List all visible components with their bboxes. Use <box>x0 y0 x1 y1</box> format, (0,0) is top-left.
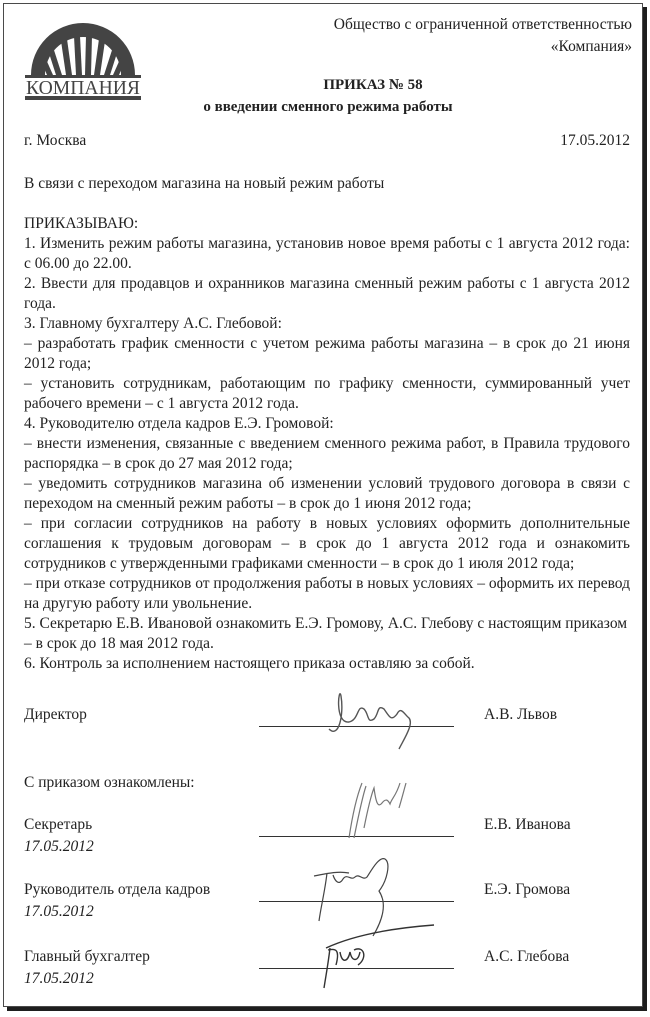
place-date-row <box>24 132 630 150</box>
signer-name: Е.Э. Громова <box>484 881 571 898</box>
signer-position: Главный бухгалтер <box>24 948 150 965</box>
signer-name: Е.В. Иванова <box>484 816 571 833</box>
order-item: – разработать график сменности с учетом режима работы магазина – в срок до 21 июня 2012 года; <box>24 335 630 372</box>
logo-text: КОМПАНИЯ <box>26 77 140 99</box>
order-item: 5. Секретарю Е.В. Ивановой ознакомить Е.Э. Громову, А.С. Глебову с настоящим приказом <box>24 615 628 632</box>
order-item: – при отказе сотрудников от продолжения работы в новых условиях – оформить их перевод на другую работу или увольнение. <box>24 575 630 612</box>
order-item: 6. Контроль за исполнением настоящего приказа оставляю за собой. <box>24 655 475 672</box>
signer-name: А.В. Львов <box>484 706 558 723</box>
order-item: – в срок до 18 мая 2012 года. <box>24 635 214 652</box>
order-item: 1. Изменить режим работы магазина, установив новое время работы с 1 августа 2012 года: с 06.00 до 22.00. <box>24 235 630 272</box>
organization-name <box>334 14 632 58</box>
sign-date: 17.05.2012 <box>24 970 94 987</box>
signer-position: Директор <box>24 706 87 723</box>
ack-signature-row <box>24 881 630 925</box>
order-item: – уведомить сотрудников магазина об изменении условий трудового договора в связи с переходом на сменный режим работы – в срок до 1 июня 2012 года; <box>24 475 630 512</box>
preamble: В связи с переходом магазина на новый режим работы <box>24 175 385 192</box>
acknowledged-label: С приказом ознакомлены: <box>24 774 195 791</box>
document-title <box>4 74 642 118</box>
document-date: 17.05.2012 <box>560 132 630 149</box>
signer-position: Секретарь <box>24 816 93 833</box>
signature-icon <box>344 778 424 848</box>
order-item: – внести изменения, связанные с введением сменного режима работ, в Правила трудового распорядка – в срок до 27 мая 2012 года; <box>24 435 630 472</box>
order-body <box>24 174 630 674</box>
sign-date: 17.05.2012 <box>24 903 94 920</box>
order-number: ПРИКАЗ № 58 <box>323 77 423 93</box>
order-word: ПРИКАЗЫВАЮ: <box>24 215 139 232</box>
order-item: 4. Руководителю отдела кадров Е.Э. Громовой: <box>24 415 334 432</box>
director-signature-row <box>24 706 630 750</box>
order-item: – установить сотрудникам, работающим по графику сменности, суммированный учет рабочего времени – с 1 августа 2012 года. <box>24 375 630 412</box>
place: г. Москва <box>24 132 87 149</box>
signature-icon <box>314 920 444 990</box>
sign-date: 17.05.2012 <box>24 838 94 855</box>
org-line-1: Общество с ограниченной ответственностью <box>333 16 632 33</box>
order-subject: о введении сменного режима работы <box>203 99 453 115</box>
order-item: 3. Главному бухгалтеру А.С. Глебовой: <box>24 315 282 332</box>
ack-signature-row <box>24 948 630 992</box>
signer-position: Руководитель отдела кадров <box>24 881 211 898</box>
signer-name: А.С. Глебова <box>484 948 570 965</box>
order-item: – при согласии сотрудников на работу в новых условиях оформить дополнительные соглашения к трудовым договорам – в срок до 1 августа 2012 года и ознакомить сотрудников с утвержденными графиками сменности – в срок до 1 июля 2012 года; <box>24 515 630 572</box>
order-item: 2. Ввести для продавцов и охранников магазина сменный режим работы с 1 августа 2012 года. <box>24 275 630 312</box>
document-page <box>3 3 643 1007</box>
org-line-2: «Компания» <box>550 38 632 55</box>
signature-icon <box>319 684 429 754</box>
